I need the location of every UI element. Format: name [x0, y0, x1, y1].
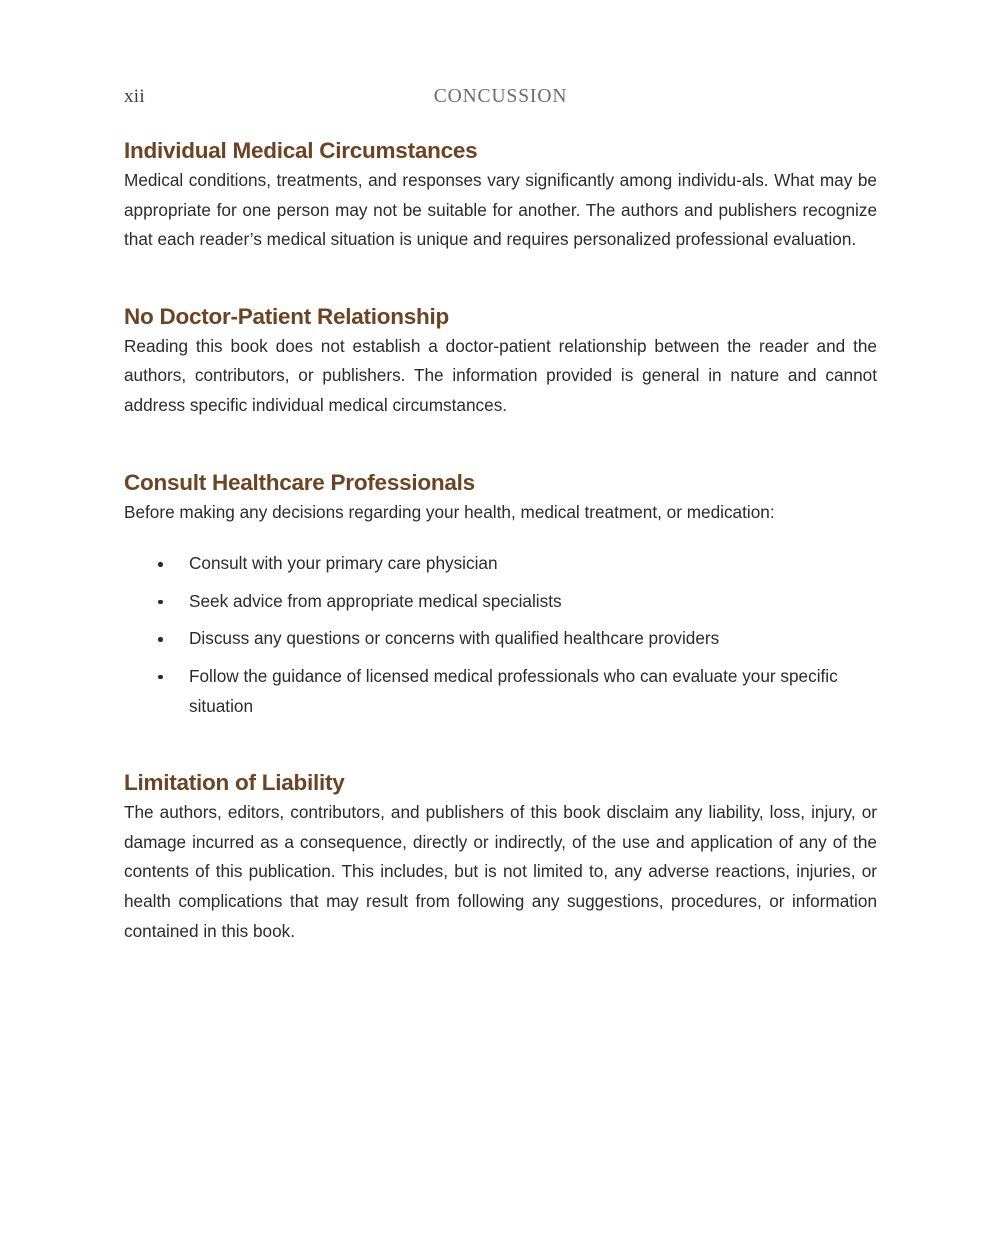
section-heading: Limitation of Liability: [124, 770, 345, 796]
list-item: [124, 662, 877, 721]
page-number: xii: [124, 86, 145, 107]
bullet-dot-icon: [158, 600, 163, 605]
section-heading: Individual Medical Circumstances: [124, 138, 478, 163]
section-paragraph: Before making any decisions regarding your health, medical treatment, or medication:: [124, 501, 775, 522]
section-paragraph: The authors, editors, contributors, and publishers of this book disclaim any liability, loss, injury, or damage incurred as a consequence, directly or indirectly, of the use and application of any of the contents of this publication. This includes, but is not limited to, any adverse reactions, injuries, or health complications that may result from following any suggestions, procedures, or information contained in this book.: [124, 802, 877, 941]
list-item-label: Seek advice from appropriate medical specialists: [189, 590, 562, 611]
bullet-dot-icon: [158, 562, 163, 567]
list-item: [124, 624, 877, 654]
section-individual-medical-circumstances: [124, 136, 877, 255]
bullet-dot-icon: [158, 637, 163, 642]
section-no-doctor-patient-relationship: [124, 302, 877, 421]
healthcare-recommendations-list: [124, 549, 877, 721]
section-limitation-of-liability: [124, 768, 877, 946]
section-heading: Consult Healthcare Professionals: [124, 469, 475, 495]
list-item-label: Follow the guidance of licensed medical professionals who can evaluate your specific situation: [189, 665, 838, 716]
running-head: [124, 84, 877, 110]
list-item: [124, 549, 877, 579]
section-consult-healthcare-professionals: [124, 468, 877, 722]
bullet-dot-icon: [158, 675, 163, 680]
list-item-label: Discuss any questions or concerns with qualified healthcare providers: [189, 628, 720, 649]
list-item-label: Consult with your primary care physician: [189, 553, 498, 574]
page-content: [124, 136, 877, 946]
section-paragraph: Reading this book does not establish a doctor-patient relationship between the reader and the authors, contributors, or publishers. The information provided is general in nature and cannot address specific individual medical circumstances.: [124, 335, 877, 415]
list-item: [124, 587, 877, 617]
running-title: CONCUSSION: [433, 86, 568, 107]
section-paragraph: Medical conditions, treatments, and responses vary significantly among individu-als. What may be appropriate for one person may not be suitable for another. The authors and publishers recognize that each reader’s medical situation is unique and requires personalized professional evaluation.: [124, 170, 877, 250]
section-heading: No Doctor-Patient Relationship: [124, 303, 450, 329]
